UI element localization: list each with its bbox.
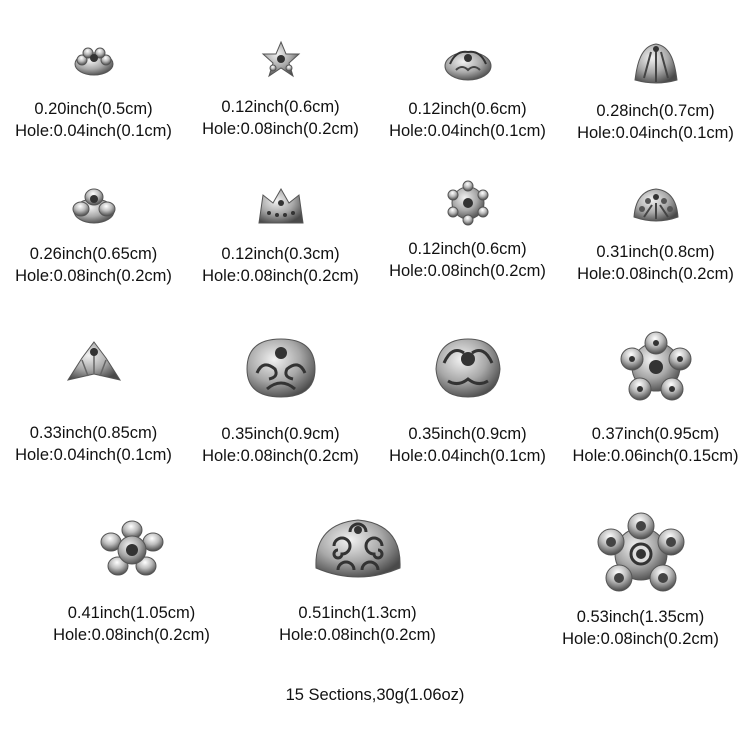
- star-bead-cap-icon: [259, 38, 303, 82]
- bead-size-label: 0.20inch(0.5cm): [34, 100, 153, 118]
- crown-bead-cap-icon: [255, 183, 307, 229]
- hole-size-label: Hole:0.04inch(0.1cm): [15, 122, 172, 140]
- bead-cap-item-5: [0, 183, 187, 287]
- hole-size-label: Hole:0.04inch(0.1cm): [389, 447, 546, 465]
- bead-cap-item-7: [374, 180, 561, 282]
- bead-cap-item-4: [561, 40, 750, 144]
- hole-size-label: Hole:0.08inch(0.2cm): [202, 447, 359, 465]
- swirl-bead-cap-icon: [430, 333, 506, 403]
- bead-cap-item-3: [374, 40, 561, 142]
- hole-size-label: Hole:0.06inch(0.15cm): [572, 447, 739, 465]
- bead-cap-item-11: [374, 333, 561, 467]
- hole-size-label: Hole:0.04inch(0.1cm): [15, 446, 172, 464]
- bead-size-label: 0.12inch(0.6cm): [408, 240, 527, 258]
- flower-bead-cap-icon: [72, 40, 116, 80]
- bead-size-label: 0.33inch(0.85cm): [29, 424, 158, 442]
- dome-bead-cap-icon: [630, 183, 682, 227]
- hole-size-label: Hole:0.08inch(0.2cm): [53, 626, 210, 644]
- bead-cap-item-1: [0, 40, 187, 142]
- bead-size-label: 0.35inch(0.9cm): [408, 425, 527, 443]
- hole-size-label: Hole:0.08inch(0.2cm): [15, 267, 172, 285]
- hole-size-label: Hole:0.04inch(0.1cm): [389, 122, 546, 140]
- leaf-flower-bead-cap-icon: [100, 520, 164, 578]
- bead-size-label: 0.53inch(1.35cm): [576, 608, 705, 626]
- bead-size-label: 0.12inch(0.6cm): [221, 98, 340, 116]
- filigree-flower-bead-cap-icon: [616, 331, 696, 403]
- dotted-flower-bead-cap-icon: [443, 180, 493, 226]
- hole-size-label: Hole:0.08inch(0.2cm): [279, 626, 436, 644]
- hole-size-label: Hole:0.08inch(0.2cm): [577, 265, 734, 283]
- bead-size-label: 0.26inch(0.65cm): [29, 245, 158, 263]
- hole-size-label: Hole:0.08inch(0.2cm): [562, 630, 719, 648]
- bead-size-label: 0.37inch(0.95cm): [591, 425, 720, 443]
- bead-cap-item-15: [547, 512, 734, 650]
- bead-cap-item-2: [187, 38, 374, 140]
- bead-cap-item-12: [561, 331, 750, 467]
- summary-caption: 15 Sections,30g(1.06oz): [285, 686, 465, 704]
- bead-cap-item-8: [561, 183, 750, 285]
- filigree-flower-bead-cap-icon: [591, 512, 691, 596]
- hole-size-label: Hole:0.08inch(0.2cm): [202, 120, 359, 138]
- bead-size-label: 0.31inch(0.8cm): [596, 243, 715, 261]
- bead-size-label: 0.41inch(1.05cm): [67, 604, 196, 622]
- hole-size-label: Hole:0.08inch(0.2cm): [389, 262, 546, 280]
- bead-size-label: 0.12inch(0.6cm): [408, 100, 527, 118]
- bead-cap-item-13: [38, 520, 225, 646]
- flower-bead-cap-icon: [69, 183, 119, 227]
- bead-size-label: 0.51inch(1.3cm): [298, 604, 417, 622]
- spiral-bead-cap-icon: [310, 512, 406, 588]
- bead-size-label: 0.35inch(0.9cm): [221, 425, 340, 443]
- star-bead-cap-icon: [66, 340, 122, 388]
- bead-cap-item-10: [187, 333, 374, 467]
- bead-cap-item-9: [0, 340, 187, 466]
- hole-size-label: Hole:0.08inch(0.2cm): [202, 267, 359, 285]
- bead-cap-item-14: [264, 512, 451, 646]
- flower-bead-cap-icon: [442, 40, 494, 84]
- bead-size-label: 0.28inch(0.7cm): [596, 102, 715, 120]
- bead-cap-item-6: [187, 183, 374, 287]
- bell-bead-cap-icon: [631, 40, 681, 88]
- hole-size-label: Hole:0.04inch(0.1cm): [577, 124, 734, 142]
- swirl-bead-cap-icon: [241, 333, 321, 403]
- bead-size-label: 0.12inch(0.3cm): [221, 245, 340, 263]
